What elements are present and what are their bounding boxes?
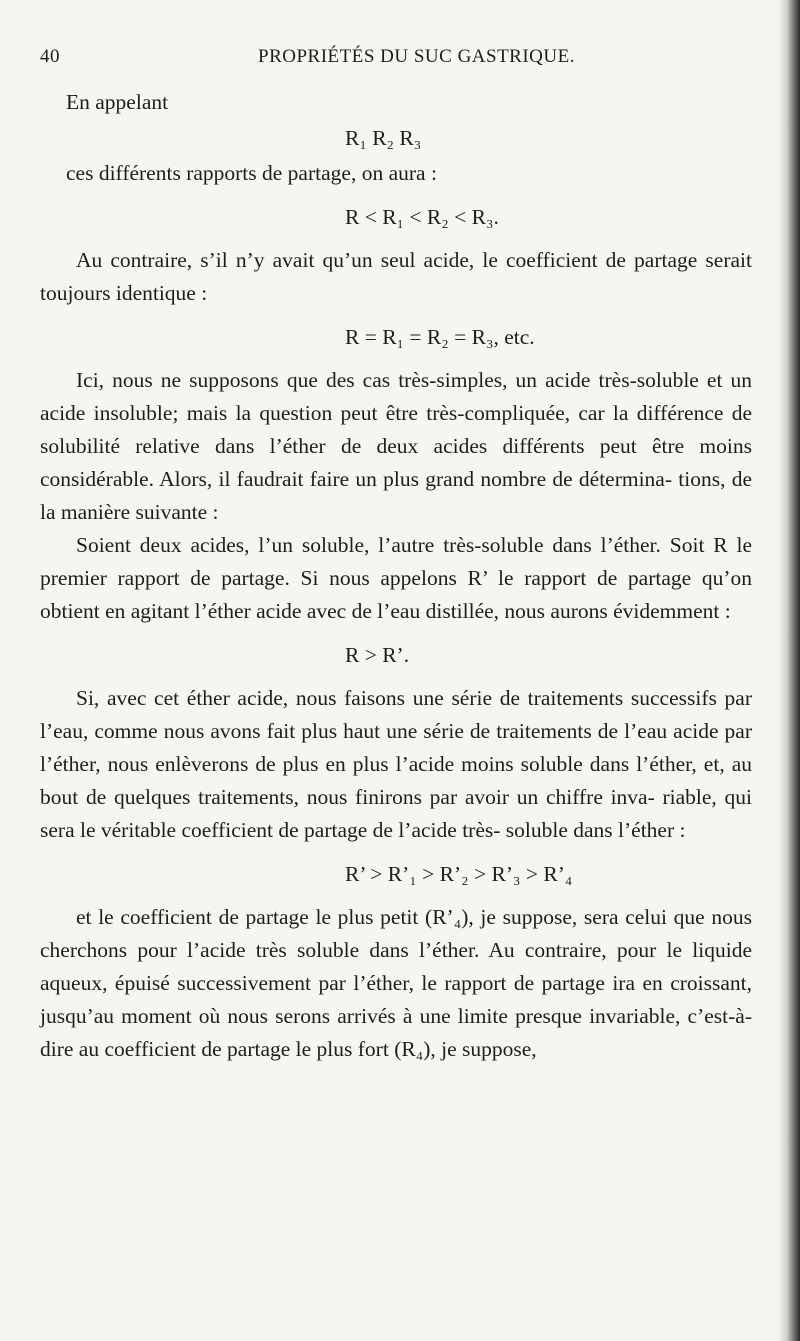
formula-inequality-3: R’ > R’₁ > R’₂ > R’₃ > R’₄ <box>345 862 573 886</box>
paragraph-line-2: ces différents rapports de partage, on aura : <box>66 161 437 185</box>
formula-equality: R = R₁ = R₂ = R₃, etc. <box>345 325 535 349</box>
formula-inequality-1: R < R₁ < R₂ < R₃. <box>345 205 499 229</box>
intro-line: En appelant <box>66 90 169 114</box>
formula-ratios: R₁ R₂ R₃ <box>345 126 422 150</box>
page-header <box>40 46 780 72</box>
running-head: PROPRIÉTÉS DU SUC GASTRIQUE. <box>258 46 575 67</box>
paragraph-4: Si, avec cet éther acide, nous faisons une série de traitements successifs par l’eau, comme nous avons fait plus haut une série de traitements de l’eau acide par l’éther, nous enlèverons de plus en plus l’acide moins soluble dans l’éther, et, au bout de quelques traitements, nous finirons par avoir un chiffre inva- riable, qui sera le véritable coefficient de partage de l’acide très- soluble dans l’éther : <box>40 686 752 842</box>
paragraph-2: Ici, nous ne supposons que des cas très-simples, un acide très-soluble et un acide insoluble; mais la question peut être très-compliquée, car la différence de solubilité relative dans l’éther de deux acides différents peut être moins considérable. Alors, il faudrait faire un plus grand nombre de détermina- tions, de la manière suivante : <box>40 368 752 524</box>
paragraph-3: Soient deux acides, l’un soluble, l’autre très-soluble dans l’éther. Soit R le premier rapport de partage. Si nous appelons R’ le rapport de partage qu’on obtient en agitant l’éther acide avec de l’eau distillée, nous aurons évidemment : <box>40 533 752 623</box>
formula-inequality-2: R > R’. <box>345 643 410 667</box>
body-text <box>40 86 752 1066</box>
page-binding-edge <box>778 0 800 1341</box>
page-number: 40 <box>40 46 60 67</box>
paragraph-1: Au contraire, s’il n’y avait qu’un seul acide, le coefficient de partage serait toujours identique : <box>40 248 752 305</box>
paragraph-5: et le coefficient de partage le plus petit (R’₄), je suppose, sera celui que nous cherchons pour l’acide très soluble dans l’éther. Au contraire, pour le liquide aqueux, épuisé successivement par l’éther, le rapport de partage ira en croissant, jusqu’au moment où nous serons arrivés à une limite presque invariable, c’est-à-dire au coefficient de partage le plus fort (R₄), je suppose, <box>40 905 752 1061</box>
